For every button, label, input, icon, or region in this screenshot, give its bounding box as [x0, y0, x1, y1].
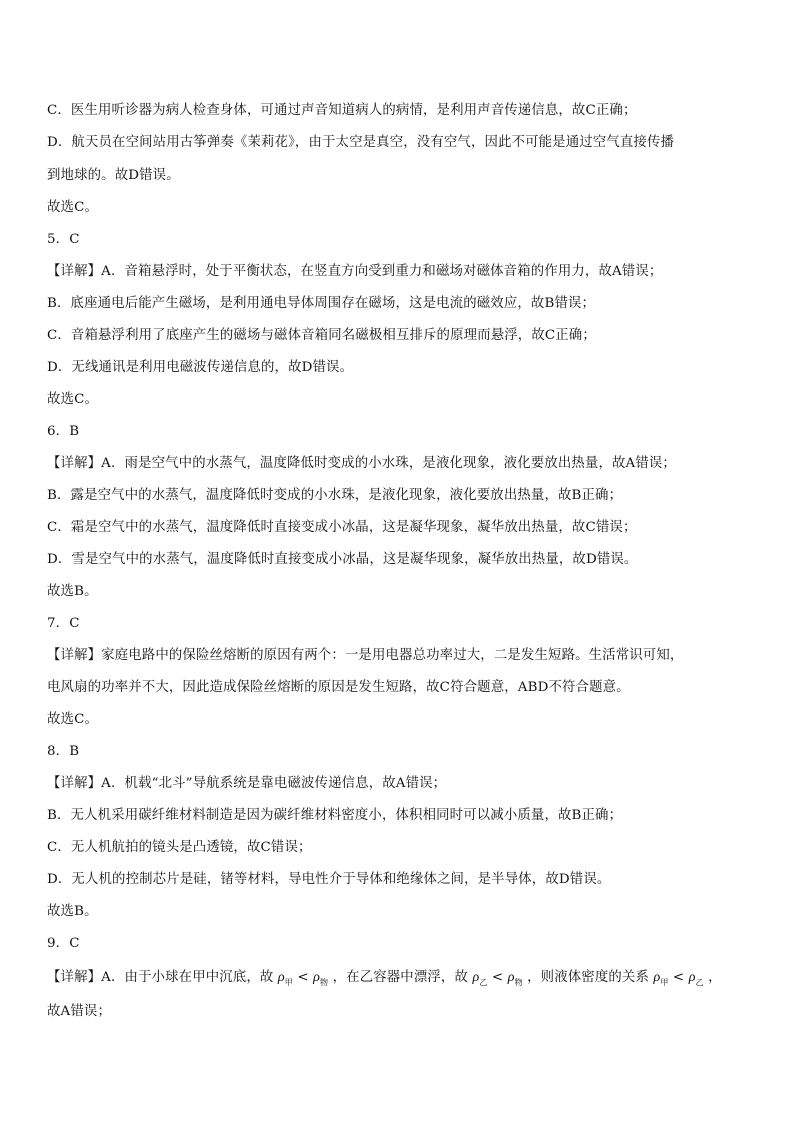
question-number: 6．B — [47, 424, 80, 439]
question-number: 9．C — [47, 936, 80, 951]
text-segment: ，在乙容器中漂浮，故 — [332, 970, 469, 985]
text-line: B．底座通电后能产生磁场，是利用通电导体周围存在磁场，这是电流的磁效应，故B错误； — [47, 296, 596, 311]
rho-jia: $\rho_甲$ — [277, 970, 293, 987]
text-line: 【详解】家庭电路中的保险丝熔断的原因有两个：一是用电器总功率过大，二是发生短路。生活常识可知， — [47, 648, 684, 663]
question-number: 7．C — [47, 616, 80, 631]
text-line: D．无线通讯是利用电磁波传递信息的，故D错误。 — [47, 360, 354, 375]
text-line: 故选C。 — [47, 200, 99, 215]
rho-wu: $\rho_物$ — [313, 970, 329, 987]
question-number: 5．C — [47, 232, 80, 247]
rho-wu: $\rho_物$ — [507, 970, 523, 987]
text-line: B．无人机采用碳纤维材料制造是因为碳纤维材料密度小，体积相同时可以减小质量，故B正确； — [47, 808, 623, 823]
text-line: 到地球的。故D错误。 — [47, 168, 180, 183]
question-number: 8．B — [47, 744, 80, 759]
text-line: C．音箱悬浮利用了底座产生的磁场与磁体音箱同名磁极相互排斥的原理而悬浮，故C正确； — [47, 328, 596, 343]
rho-yi: $\rho_乙$ — [688, 970, 704, 987]
text-line: 【详解】A．音箱悬浮时，处于平衡状态，在竖直方向受到重力和磁场对磁体音箱的作用力，故A错误； — [47, 264, 663, 279]
formula-line — [47, 968, 767, 993]
text-line: C．霜是空气中的水蒸气，温度降低时直接变成小冰晶，这是凝华现象，凝华放出热量，故C错误； — [47, 520, 637, 535]
rho-jia: $\rho_甲$ — [653, 970, 669, 987]
text-line: 故选B。 — [47, 904, 98, 919]
text-line: B．露是空气中的水蒸气，温度降低时变成的小水珠，是液化现象，液化要放出热量，故B正确； — [47, 488, 623, 503]
text-line: D．雪是空气中的水蒸气，温度降低时直接变成小冰晶，这是凝华现象，凝华放出热量，故D错误。 — [47, 552, 638, 567]
text-segment: 【详解】A．由于小球在甲中沉底，故 — [47, 970, 274, 985]
text-line: 电风扇的功率并不大，因此造成保险丝熔断的原因是发生短路，故C符合题意，ABD不符合题意。 — [47, 680, 630, 695]
text-line: 故选C。 — [47, 392, 99, 407]
text-segment: ，则液体密度的关系 — [527, 970, 650, 985]
text-line: 【详解】A．雨是空气中的水蒸气，温度降低时变成的小水珠，是液化现象，液化要放出热量，故A错误； — [47, 456, 676, 471]
less-than: < — [491, 970, 504, 985]
rho-yi: $\rho_乙$ — [472, 970, 488, 987]
text-line: D．无人机的控制芯片是硅，锗等材料，导电性介于导体和绝缘体之间，是半导体，故D错误。 — [47, 872, 611, 887]
text-line: C．无人机航拍的镜头是凸透镜，故C错误； — [47, 840, 312, 855]
less-than: < — [297, 970, 309, 985]
text-line: 故选C。 — [47, 712, 99, 727]
text-line: 【详解】A．机载“北斗”导航系统是靠电磁波传递信息，故A错误； — [47, 776, 447, 791]
text-line: 故A错误； — [47, 1004, 111, 1019]
text-line: C．医生用听诊器为病人检查身体，可通过声音知道病人的病情，是利用声音传递信息，故C正确； — [47, 103, 637, 118]
less-than: < — [672, 970, 685, 985]
text-line: D．航天员在空间站用古筝弹奏《茉莉花》，由于太空是真空，没有空气，因此不可能是通过空气直接传播 — [47, 135, 675, 150]
text-line: 故选B。 — [47, 584, 98, 599]
text-segment: ， — [708, 970, 722, 985]
